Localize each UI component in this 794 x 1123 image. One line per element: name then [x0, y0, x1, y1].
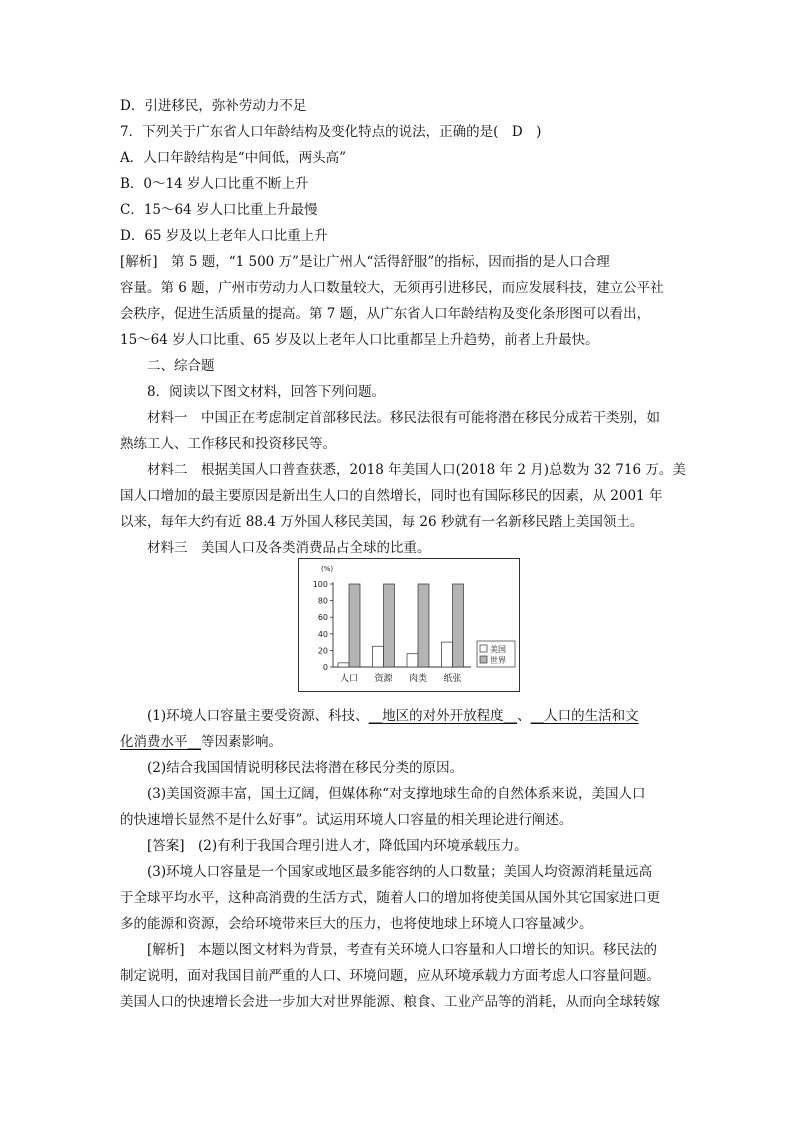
- bar-world: [384, 584, 395, 667]
- subquestion-3: (3)美国资源丰富，国土辽阔，但媒体称“对支撑地球生命的自然体系来说，美国人口: [147, 786, 646, 802]
- option-c: C．15～64 岁人口比重上升最慢: [120, 202, 318, 218]
- y-tick-label: 80: [317, 596, 328, 606]
- x-category-label: 人口: [339, 674, 359, 684]
- material-1-line: 熟练工人、工作移民和投资移民等。: [120, 436, 336, 452]
- y-tick-label: 40: [317, 629, 328, 639]
- bar-usa: [373, 646, 384, 667]
- subquestion-1-rest: 等因素影响。: [201, 734, 282, 750]
- legend-swatch: [480, 645, 487, 652]
- explanation-line: 容量。第 6 题，广州市劳动力人口数量较大，无须再引进移民，而应发展科技，建立公平社: [120, 280, 664, 296]
- option-d-q6: D．引进移民，弥补劳动力不足: [120, 98, 307, 114]
- bar-world: [418, 584, 429, 667]
- y-tick-label: 60: [317, 613, 328, 623]
- legend-label: 美国: [490, 645, 506, 654]
- bar-usa: [407, 654, 418, 667]
- explanation-line: [解析] 本题以图文材料为背景，考查有关环境人口容量和人口增长的知识。移民法的: [147, 942, 658, 958]
- subquestion-1: [147, 706, 639, 726]
- answer-blank-1: __地区的对外开放程度__: [368, 708, 518, 724]
- answer-blank-2: __人口的生活和文: [530, 708, 639, 724]
- chart-svg: [299, 559, 519, 691]
- bar-world: [453, 584, 464, 667]
- subquestion-1-text: (1)环境人口容量主要受资源、科技、: [147, 708, 369, 724]
- y-tick-label: 20: [317, 646, 328, 656]
- material-3-line: 材料三 美国人口及各类消费品占全球的比重。: [147, 540, 431, 556]
- y-tick-label: 0: [322, 663, 328, 672]
- material-1-line: 材料一 中国正在考虑制定首部移民法。移民法很有可能将潜在移民分成若干类别，如: [147, 410, 660, 426]
- answer-line: [答案] (2)有利于我国合理引进人才，降低国内环境承载压力。: [147, 838, 528, 854]
- material-2-line: 材料二 根据美国人口普查获悉，2018 年美国人口(2018 年 2 月)总数为 32 716 万。美: [147, 462, 686, 478]
- option-d: D．65 岁及以上老年人口比重上升: [120, 228, 328, 244]
- section-heading: 二、综合题: [147, 358, 215, 374]
- legend-swatch: [480, 656, 487, 663]
- bar-usa: [442, 642, 453, 667]
- question-7: 7．下列关于广东省人口年龄结构及变化特点的说法，正确的是( D ): [120, 124, 542, 140]
- material-2-line: 国人口增加的最主要原因是新出生人口的自然增长，同时也有国际移民的因素，从 2001 年: [120, 488, 663, 504]
- bar-chart: [298, 558, 520, 692]
- option-a: A．人口年龄结构是“中间低，两头高”: [120, 150, 347, 166]
- material-2-line: 以来，每年大约有近 88.4 万外国人移民美国，每 26 秒就有一名新移民踏上美国领土。: [120, 514, 644, 530]
- question-8: 8．阅读以下图文材料，回答下列问题。: [147, 384, 386, 400]
- separator: 、: [517, 708, 531, 724]
- subquestion-2: (2)结合我国国情说明移民法将潜在移民分类的原因。: [147, 760, 464, 776]
- answer-blank-2-cont: 化消费水平__: [120, 734, 201, 750]
- y-tick-label: 100: [312, 580, 328, 589]
- explanation-line: 会秩序，促进生活质量的提高。第 7 题，从广东省人口年龄结构及变化条形图可以看出，: [120, 306, 651, 322]
- option-b: B．0～14 岁人口比重不断上升: [120, 176, 309, 192]
- explanation-line: 美国人口的快速增长会进一步加大对世界能源、粮食、工业产品等的消耗，从而向全球转嫁: [120, 994, 660, 1010]
- answer-line: (3)环境人口容量是一个国家或地区最多能容纳的人口数量；美国人均资源消耗量远高: [147, 864, 653, 880]
- y-axis-unit: (%): [321, 565, 334, 573]
- answer-line: 多的能源和资源，会给环境带来巨大的压力，也将使地球上环境人口容量减少。: [120, 916, 593, 932]
- legend-label: 世界: [490, 656, 506, 665]
- answer-line: 于全球平均水平，这种高消费的生活方式，随着人口的增加将使美国从国外其它国家进口更: [120, 890, 660, 906]
- subquestion-1-cont: [120, 732, 282, 752]
- x-category-label: 肉类: [408, 674, 428, 684]
- bar-world: [349, 584, 360, 667]
- subquestion-3-cont: 的快速增长显然不是什么好事”。试运用环境人口容量的相关理论进行阐述。: [120, 812, 573, 828]
- explanation-line: 15～64 岁人口比重、65 岁及以上老年人口比重都呈上升趋势，前者上升最快。: [120, 332, 599, 348]
- x-category-label: 纸张: [443, 674, 462, 684]
- bar-usa: [338, 663, 349, 667]
- explanation-line: [解析] 第 5 题，“1 500 万”是让广州人“活得舒服”的指标，因而指的是人口合理: [120, 254, 610, 270]
- x-category-label: 资源: [374, 674, 393, 684]
- explanation-line: 制定说明，面对我国目前严重的人口、环境问题，应从环境承载力方面考虑人口容量问题。: [120, 968, 660, 984]
